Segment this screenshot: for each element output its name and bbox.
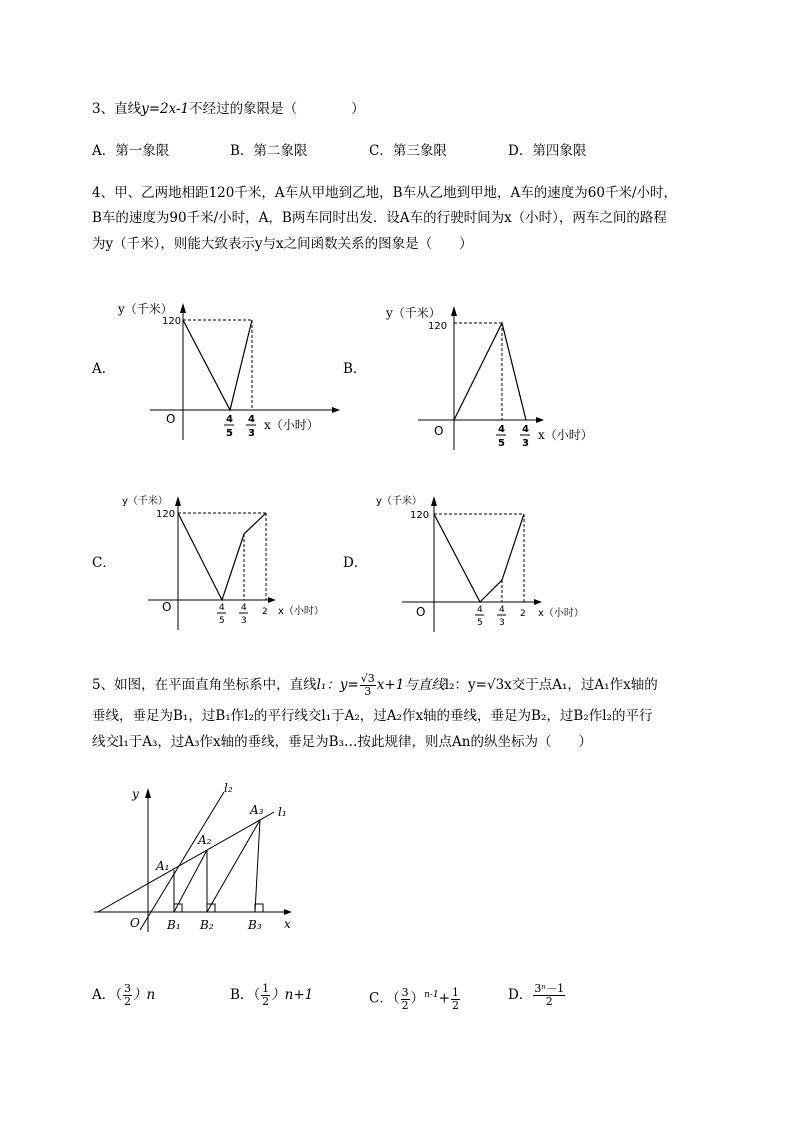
x-axis-label: x（小时） (538, 608, 584, 619)
q5-option-d: D． $\frac{\text{3ⁿ－1}}{2}$ (508, 982, 565, 1008)
origin-label: O (434, 424, 444, 438)
frac-num: 4 (498, 424, 505, 435)
graph-line (178, 513, 266, 600)
y-tick-120: 120 (162, 316, 182, 327)
x-tick-2: 2 (520, 609, 526, 619)
q4-graph-d (372, 490, 602, 635)
frac-1-2: $\frac{1}{2}$ (262, 982, 270, 1008)
line-l1 (98, 812, 274, 912)
origin-label: O (130, 916, 140, 930)
q4-stem-line1: 4、甲、乙两地相距120千米，A车从甲地到乙地，B车从乙地到甲地，A车的速度为60千米/小时， (92, 185, 678, 201)
y-axis-arrow-icon (451, 306, 457, 316)
frac-den: 3 (499, 618, 505, 628)
q3-option-b: B．第二象限 (230, 143, 308, 159)
a3-label: A₃ (250, 803, 264, 817)
q4-graph-a (110, 295, 340, 465)
frac-3-2: $\frac{3}{2}$ (124, 982, 131, 1008)
a2-label: A₂ (198, 833, 212, 847)
frac-1-2: $\frac{1}{2}$ (451, 985, 459, 1012)
y-tick-120: 120 (428, 321, 448, 332)
parallel-b2a3 (207, 820, 260, 912)
y-axis-arrow-icon (145, 788, 151, 798)
frac-den: 5 (226, 428, 233, 439)
frac-num: 4 (219, 603, 225, 613)
q5-l1-eq-b: x+1与直线 (376, 677, 445, 693)
a1-label: A₁ (156, 859, 170, 873)
perp-a3b3 (255, 820, 260, 912)
frac-den: 3 (522, 438, 529, 449)
q5-stem-line1 (92, 670, 658, 700)
frac-num: 4 (499, 605, 505, 615)
x-axis-label: x（小时） (538, 428, 593, 442)
x-axis-arrow-icon (284, 909, 292, 915)
x-tick-2: 2 (262, 607, 268, 617)
graph-line (454, 323, 526, 420)
x-axis-arrow-icon (268, 597, 276, 603)
y-tick-120: 120 (156, 509, 176, 520)
q3-option-c: C．第三象限 (369, 143, 447, 159)
origin-label: O (162, 600, 172, 614)
frac-den: 5 (477, 618, 483, 628)
q4-option-label-d: D． (343, 555, 368, 571)
l1-label: l₁ (278, 805, 287, 819)
frac-den: 5 (498, 438, 505, 449)
origin-label: O (166, 412, 176, 426)
origin-label: O (416, 605, 426, 619)
y-axis-label: y（千米） (122, 496, 168, 507)
frac-num: 4 (248, 414, 255, 425)
frac-num: 4 (477, 605, 483, 615)
q4-option-label-a: A． (92, 361, 116, 377)
graph-line (183, 320, 252, 410)
q4-graph-c (118, 490, 348, 635)
q5-stem-line2: 垂线，垂足为B₁，过B₁作l₂的平行线交l₁于A₂，过A₂作x轴的垂线，垂足为B₂，过B₂作l₂的平行 (92, 708, 653, 724)
b1-label: B₁ (167, 918, 181, 932)
q3-suffix: 不经过的象限是（ ） (189, 101, 365, 117)
q5-option-b: B．（ $\frac{1}{2}$ ）n+1 (230, 982, 314, 1008)
q5-figure (90, 772, 310, 942)
q3-stem (92, 100, 365, 118)
q5-l1-eq: l₁：y= (316, 677, 359, 693)
x-axis-arrow-icon (536, 417, 544, 423)
q4-graph-b (378, 298, 608, 458)
right-angle-icon (255, 904, 263, 912)
graph-line (434, 514, 524, 602)
q4-option-label-b: B． (343, 361, 367, 377)
y-axis-arrow-icon (175, 496, 181, 506)
q5-option-c: C．（ $\frac{3}{2}$ ）$^{n-1}$+ $\frac{1}{2}$ (369, 985, 459, 1012)
frac-3n-minus-1-over-2: $\frac{\text{3ⁿ－1}}{2}$ (534, 982, 565, 1008)
y-axis-label: y（千米） (118, 302, 173, 316)
frac-num: 4 (522, 424, 529, 435)
frac-num: 4 (226, 414, 233, 425)
q3-option-a: A．第一象限 (92, 143, 170, 159)
b2-label: B₂ (200, 918, 214, 932)
q4-option-label-c: C． (92, 555, 116, 571)
frac-3-2: $\frac{3}{2}$ (401, 985, 409, 1012)
frac-num: 4 (241, 603, 247, 613)
q5-stem-line3: 线交l₁于A₃，过A₃作x轴的垂线，垂足为B₃…按此规律，则点An的纵坐标为（ ） (92, 734, 592, 750)
y-axis-arrow-icon (180, 303, 186, 313)
q5-line1-a: 5、如图，在平面直角坐标系中，直线 (92, 677, 317, 693)
q4-stem-line2: B车的速度为90千米/小时，A，B两车同时出发．设A车的行驶时间为x（小时），两车之间的路程 (92, 210, 667, 226)
y-axis-label: y（千米） (386, 306, 441, 320)
y-label: y (132, 787, 139, 801)
q3-formula: y=2x-1 (141, 101, 190, 117)
y-axis-label: y（千米） (376, 496, 422, 507)
l2-label: l₂ (224, 781, 233, 795)
q4-stem-line3: 为y（千米），则能大致表示y与x之间函数关系的图象是（ ） (92, 236, 473, 252)
frac-den: 3 (248, 428, 255, 439)
y-axis-arrow-icon (431, 496, 437, 506)
frac-den: 3 (241, 616, 247, 626)
b3-label: B₃ (248, 918, 262, 932)
q5-option-a: A．（ $\frac{3}{2}$ ）n (92, 982, 156, 1008)
q5-frac-sqrt3-over-3: $\frac{√3}{3}$ (360, 672, 375, 698)
y-tick-120: 120 (410, 510, 430, 521)
q3-prefix: 3、直线 (92, 101, 142, 117)
x-axis-arrow-icon (332, 407, 340, 413)
q5-l2-eq: l₂：y=√3x交于点A₁，过A₁作x轴的 (444, 677, 658, 693)
x-axis-label: x（小时） (264, 418, 319, 432)
x-label: x (284, 917, 291, 931)
q3-option-d: D．第四象限 (508, 143, 587, 159)
x-axis-arrow-icon (534, 599, 542, 605)
x-axis-label: x（小时） (278, 606, 324, 617)
frac-den: 5 (219, 616, 225, 626)
